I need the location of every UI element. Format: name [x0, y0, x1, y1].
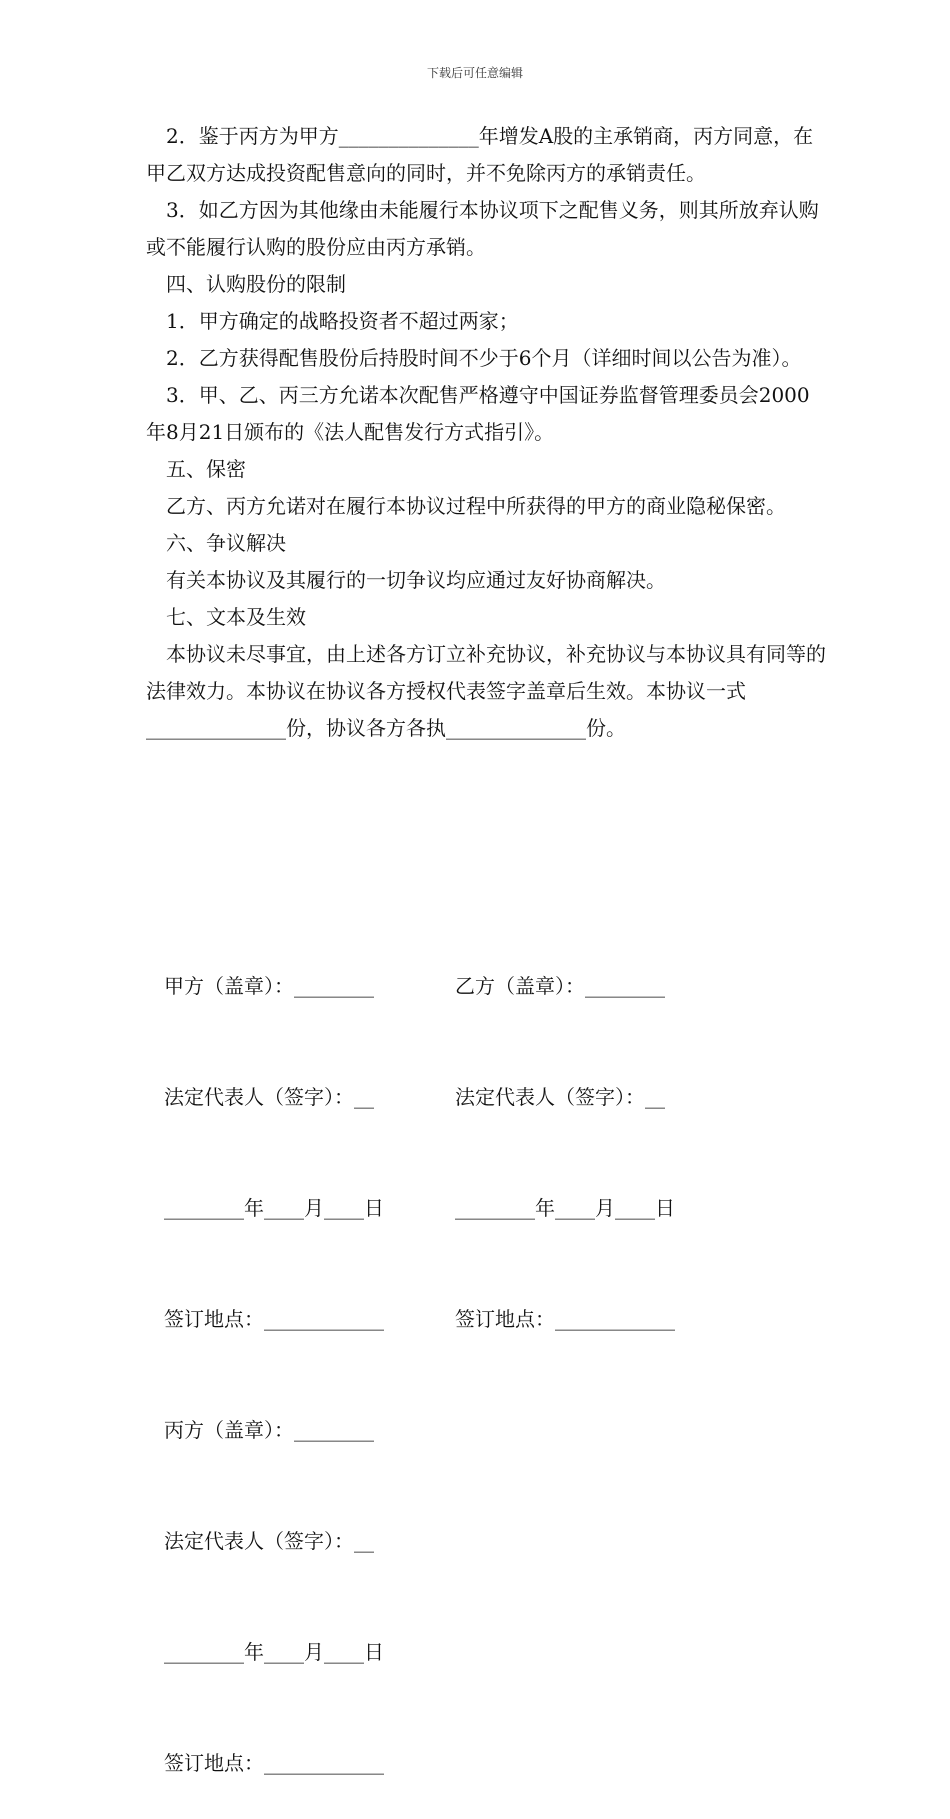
- section-heading-confidentiality: 五、保密: [166, 457, 246, 481]
- section-heading-effectiveness: 七、文本及生效: [166, 605, 306, 629]
- party-a-representative: 法定代表人（签字）：__: [164, 1085, 374, 1109]
- paragraph-investor-limit: 1．甲方确定的战略投资者不超过两家；: [166, 309, 519, 333]
- party-a-place: 签订地点：____________: [164, 1307, 384, 1331]
- section-heading-subscription-limits: 四、认购股份的限制: [166, 272, 346, 296]
- paragraph-holding-period: 2．乙方获得配售股份后持股时间不少于6个月（详细时间以公告为准）。: [166, 346, 802, 370]
- page-header-note: 下载后可任意编辑: [426, 66, 523, 80]
- party-b-representative: 法定代表人（签字）：__: [455, 1085, 665, 1109]
- party-a-date: ________年____月____日: [164, 1196, 384, 1220]
- party-c-seal: 丙方（盖章）：________: [164, 1418, 374, 1442]
- party-b-seal: 乙方（盖章）：________: [455, 974, 665, 998]
- party-b-place: 签订地点：____________: [455, 1307, 675, 1331]
- paragraph-effectiveness: 本协议未尽事宜，由上述各方订立补充协议，补充协议与本协议具有同等的法律效力。本协议在协议各方授权代表签字盖章后生效。本协议一式______________份，协议各方各执______________份。: [146, 642, 826, 740]
- party-c-date: ________年____月____日: [164, 1640, 384, 1664]
- party-c-representative: 法定代表人（签字）：__: [164, 1529, 374, 1553]
- document-body: [146, 118, 826, 747]
- party-a-seal: 甲方（盖章）：________: [164, 974, 374, 998]
- paragraph-dispute: 有关本协议及其履行的一切争议均应通过友好协商解决。: [166, 568, 666, 592]
- party-c-place: 签订地点：____________: [164, 1751, 384, 1775]
- paragraph-underwriter: 2．鉴于丙方为甲方______________年增发A股的主承销商，丙方同意，在甲乙双方达成投资配售意向的同时，并不免除丙方的承销责任。: [146, 124, 814, 185]
- paragraph-unfulfilled-allocation: 3．如乙方因为其他缘由未能履行本协议项下之配售义务，则其所放弃认购或不能履行认购的股份应由丙方承销。: [146, 198, 819, 259]
- signature-block-left: [164, 894, 424, 1819]
- signature-block-right: [455, 894, 715, 1375]
- party-b-date: ________年____月____日: [455, 1196, 675, 1220]
- paragraph-confidentiality: 乙方、丙方允诺对在履行本协议过程中所获得的甲方的商业隐秘保密。: [166, 494, 786, 518]
- section-heading-dispute: 六、争议解决: [166, 531, 286, 555]
- paragraph-compliance: 3．甲、乙、丙三方允诺本次配售严格遵守中国证券监督管理委员会2000年8月21日颁布的《法人配售发行方式指引》。: [146, 383, 810, 444]
